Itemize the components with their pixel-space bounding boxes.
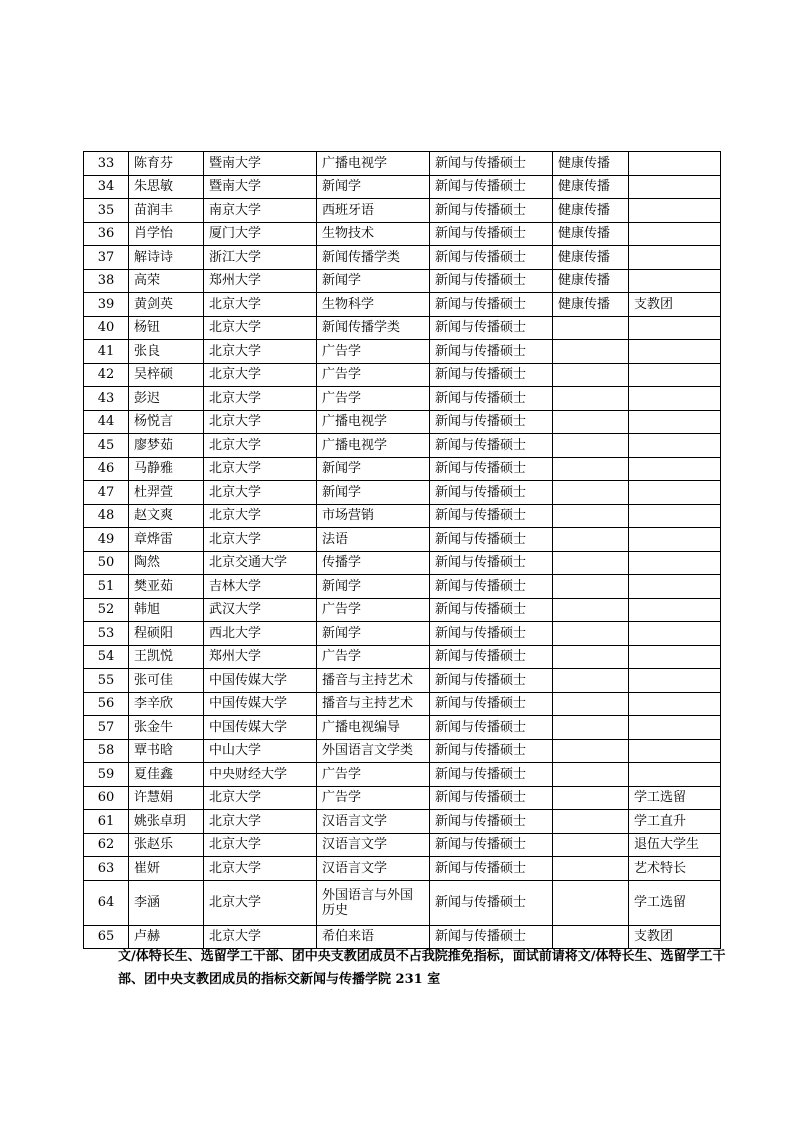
research-direction-cell xyxy=(553,645,629,669)
degree-program-cell: 新闻与传播硕士 xyxy=(430,716,553,740)
row-number-cell: 35 xyxy=(84,199,129,223)
degree-program-cell: 新闻与传播硕士 xyxy=(430,434,553,458)
undergrad-university-cell: 中国传媒大学 xyxy=(204,692,317,716)
row-number-cell: 52 xyxy=(84,598,129,622)
table-row xyxy=(84,551,721,575)
remark-cell xyxy=(629,175,721,199)
table-row xyxy=(84,880,721,925)
undergrad-major-cell: 新闻学 xyxy=(317,269,430,293)
student-name-cell: 肖学怡 xyxy=(129,222,204,246)
remark-cell xyxy=(629,199,721,223)
research-direction-cell xyxy=(553,739,629,763)
table-row xyxy=(84,786,721,810)
student-name-cell: 韩旭 xyxy=(129,598,204,622)
table-row xyxy=(84,575,721,599)
footnote: 文/体特长生、选留学工干部、团中央支教团成员不占我院推免指标，面试前请将文/体特长生、选留学工干部、团中央支教团成员的指标交新闻与传播学院 231 室 xyxy=(118,949,726,987)
undergrad-university-cell: 西北大学 xyxy=(204,622,317,646)
table-row xyxy=(84,833,721,857)
table-row xyxy=(84,528,721,552)
degree-program-cell: 新闻与传播硕士 xyxy=(430,669,553,693)
remark-cell xyxy=(629,504,721,528)
table-row xyxy=(84,481,721,505)
student-name-cell: 张可佳 xyxy=(129,669,204,693)
undergrad-major-cell: 播音与主持艺术 xyxy=(317,692,430,716)
research-direction-cell xyxy=(553,340,629,364)
research-direction-cell: 健康传播 xyxy=(553,175,629,199)
degree-program-cell: 新闻与传播硕士 xyxy=(430,833,553,857)
remark-cell: 学工选留 xyxy=(629,786,721,810)
student-name-cell: 高荣 xyxy=(129,269,204,293)
research-direction-cell xyxy=(553,387,629,411)
undergrad-major-cell: 新闻学 xyxy=(317,457,430,481)
table-row xyxy=(84,387,721,411)
undergrad-university-cell: 北京交通大学 xyxy=(204,551,317,575)
row-number-cell: 47 xyxy=(84,481,129,505)
table-row xyxy=(84,669,721,693)
remark-cell xyxy=(629,222,721,246)
undergrad-major-cell: 播音与主持艺术 xyxy=(317,669,430,693)
research-direction-cell xyxy=(553,434,629,458)
degree-program-cell: 新闻与传播硕士 xyxy=(430,575,553,599)
degree-program-cell: 新闻与传播硕士 xyxy=(430,363,553,387)
undergrad-university-cell: 北京大学 xyxy=(204,293,317,317)
undergrad-university-cell: 北京大学 xyxy=(204,410,317,434)
degree-program-cell: 新闻与传播硕士 xyxy=(430,810,553,834)
row-number-cell: 61 xyxy=(84,810,129,834)
research-direction-cell xyxy=(553,716,629,740)
research-direction-cell xyxy=(553,880,629,925)
degree-program-cell: 新闻与传播硕士 xyxy=(430,457,553,481)
row-number-cell: 40 xyxy=(84,316,129,340)
remark-cell xyxy=(629,645,721,669)
degree-program-cell: 新闻与传播硕士 xyxy=(430,152,553,176)
student-name-cell: 樊亚茹 xyxy=(129,575,204,599)
undergrad-major-cell: 新闻学 xyxy=(317,175,430,199)
undergrad-university-cell: 郑州大学 xyxy=(204,269,317,293)
degree-program-cell: 新闻与传播硕士 xyxy=(430,598,553,622)
student-name-cell: 吴梓硕 xyxy=(129,363,204,387)
undergrad-university-cell: 吉林大学 xyxy=(204,575,317,599)
table-row xyxy=(84,434,721,458)
student-name-cell: 张金牛 xyxy=(129,716,204,740)
undergrad-major-cell: 广告学 xyxy=(317,786,430,810)
remark-cell xyxy=(629,363,721,387)
student-name-cell: 许慧娟 xyxy=(129,786,204,810)
undergrad-major-cell: 广告学 xyxy=(317,598,430,622)
row-number-cell: 51 xyxy=(84,575,129,599)
remark-cell: 退伍大学生 xyxy=(629,833,721,857)
undergrad-university-cell: 北京大学 xyxy=(204,387,317,411)
row-number-cell: 63 xyxy=(84,857,129,881)
degree-program-cell: 新闻与传播硕士 xyxy=(430,692,553,716)
row-number-cell: 53 xyxy=(84,622,129,646)
undergrad-major-cell: 广告学 xyxy=(317,387,430,411)
row-number-cell: 49 xyxy=(84,528,129,552)
degree-program-cell: 新闻与传播硕士 xyxy=(430,504,553,528)
table-row xyxy=(84,269,721,293)
undergrad-university-cell: 武汉大学 xyxy=(204,598,317,622)
research-direction-cell xyxy=(553,833,629,857)
undergrad-university-cell: 中国传媒大学 xyxy=(204,716,317,740)
degree-program-cell: 新闻与传播硕士 xyxy=(430,269,553,293)
degree-program-cell: 新闻与传播硕士 xyxy=(430,739,553,763)
table-row xyxy=(84,175,721,199)
research-direction-cell xyxy=(553,481,629,505)
degree-program-cell: 新闻与传播硕士 xyxy=(430,857,553,881)
remark-cell xyxy=(629,692,721,716)
undergrad-major-cell: 广播电视编导 xyxy=(317,716,430,740)
remark-cell xyxy=(629,669,721,693)
row-number-cell: 54 xyxy=(84,645,129,669)
research-direction-cell xyxy=(553,857,629,881)
table-row xyxy=(84,739,721,763)
row-number-cell: 56 xyxy=(84,692,129,716)
degree-program-cell: 新闻与传播硕士 xyxy=(430,199,553,223)
research-direction-cell xyxy=(553,363,629,387)
student-name-cell: 廖梦茹 xyxy=(129,434,204,458)
research-direction-cell: 健康传播 xyxy=(553,293,629,317)
degree-program-cell: 新闻与传播硕士 xyxy=(430,622,553,646)
undergrad-university-cell: 北京大学 xyxy=(204,528,317,552)
student-name-cell: 杜羿萱 xyxy=(129,481,204,505)
remark-cell xyxy=(629,387,721,411)
row-number-cell: 41 xyxy=(84,340,129,364)
row-number-cell: 38 xyxy=(84,269,129,293)
degree-program-cell: 新闻与传播硕士 xyxy=(430,222,553,246)
remark-cell: 支教团 xyxy=(629,925,721,949)
remark-cell xyxy=(629,598,721,622)
table-row xyxy=(84,152,721,176)
row-number-cell: 42 xyxy=(84,363,129,387)
student-name-cell: 彭迟 xyxy=(129,387,204,411)
undergrad-major-cell: 西班牙语 xyxy=(317,199,430,223)
row-number-cell: 62 xyxy=(84,833,129,857)
table-row xyxy=(84,199,721,223)
undergrad-major-cell: 法语 xyxy=(317,528,430,552)
student-name-cell: 陈育芬 xyxy=(129,152,204,176)
row-number-cell: 48 xyxy=(84,504,129,528)
research-direction-cell xyxy=(553,763,629,787)
research-direction-cell xyxy=(553,410,629,434)
table-row xyxy=(84,763,721,787)
remark-cell: 学工选留 xyxy=(629,880,721,925)
student-name-cell: 杨钮 xyxy=(129,316,204,340)
student-name-cell: 朱思敏 xyxy=(129,175,204,199)
research-direction-cell xyxy=(553,457,629,481)
remark-cell xyxy=(629,152,721,176)
undergrad-major-cell: 汉语言文学 xyxy=(317,810,430,834)
row-number-cell: 50 xyxy=(84,551,129,575)
row-number-cell: 59 xyxy=(84,763,129,787)
degree-program-cell: 新闻与传播硕士 xyxy=(430,551,553,575)
research-direction-cell xyxy=(553,810,629,834)
research-direction-cell: 健康传播 xyxy=(553,222,629,246)
undergrad-major-cell: 希伯来语 xyxy=(317,925,430,949)
undergrad-university-cell: 暨南大学 xyxy=(204,152,317,176)
undergrad-university-cell: 北京大学 xyxy=(204,880,317,925)
undergrad-major-cell: 广播电视学 xyxy=(317,434,430,458)
remark-cell xyxy=(629,528,721,552)
student-name-cell: 崔妍 xyxy=(129,857,204,881)
undergrad-university-cell: 北京大学 xyxy=(204,857,317,881)
degree-program-cell: 新闻与传播硕士 xyxy=(430,175,553,199)
table-row xyxy=(84,622,721,646)
undergrad-university-cell: 中国传媒大学 xyxy=(204,669,317,693)
row-number-cell: 44 xyxy=(84,410,129,434)
row-number-cell: 57 xyxy=(84,716,129,740)
remark-cell xyxy=(629,410,721,434)
student-name-cell: 马静雅 xyxy=(129,457,204,481)
undergrad-major-cell: 生物技术 xyxy=(317,222,430,246)
undergrad-university-cell: 北京大学 xyxy=(204,925,317,949)
table-row xyxy=(84,246,721,270)
table-row xyxy=(84,293,721,317)
table-row xyxy=(84,598,721,622)
student-name-cell: 黄剑英 xyxy=(129,293,204,317)
row-number-cell: 58 xyxy=(84,739,129,763)
degree-program-cell: 新闻与传播硕士 xyxy=(430,528,553,552)
undergrad-major-cell: 外国语言文学类 xyxy=(317,739,430,763)
undergrad-major-cell: 新闻学 xyxy=(317,481,430,505)
undergrad-university-cell: 北京大学 xyxy=(204,340,317,364)
undergrad-university-cell: 郑州大学 xyxy=(204,645,317,669)
student-name-cell: 李辛欣 xyxy=(129,692,204,716)
table-row xyxy=(84,363,721,387)
undergrad-major-cell: 新闻传播学类 xyxy=(317,316,430,340)
student-list-table xyxy=(83,151,721,949)
student-name-cell: 杨悦言 xyxy=(129,410,204,434)
remark-cell xyxy=(629,434,721,458)
undergrad-major-cell: 汉语言文学 xyxy=(317,857,430,881)
undergrad-university-cell: 北京大学 xyxy=(204,434,317,458)
degree-program-cell: 新闻与传播硕士 xyxy=(430,786,553,810)
table-row xyxy=(84,222,721,246)
row-number-cell: 37 xyxy=(84,246,129,270)
table-row xyxy=(84,716,721,740)
student-name-cell: 苗润丰 xyxy=(129,199,204,223)
table-row xyxy=(84,410,721,434)
research-direction-cell xyxy=(553,786,629,810)
research-direction-cell xyxy=(553,622,629,646)
student-name-cell: 夏佳鑫 xyxy=(129,763,204,787)
student-name-cell: 赵文爽 xyxy=(129,504,204,528)
undergrad-university-cell: 中山大学 xyxy=(204,739,317,763)
research-direction-cell xyxy=(553,692,629,716)
degree-program-cell: 新闻与传播硕士 xyxy=(430,246,553,270)
student-name-cell: 解诗诗 xyxy=(129,246,204,270)
student-name-cell: 程硕阳 xyxy=(129,622,204,646)
research-direction-cell xyxy=(553,598,629,622)
student-name-cell: 章烨雷 xyxy=(129,528,204,552)
table-row xyxy=(84,504,721,528)
research-direction-cell: 健康传播 xyxy=(553,269,629,293)
degree-program-cell: 新闻与传播硕士 xyxy=(430,410,553,434)
remark-cell xyxy=(629,340,721,364)
research-direction-cell xyxy=(553,504,629,528)
table-row xyxy=(84,457,721,481)
research-direction-cell: 健康传播 xyxy=(553,199,629,223)
undergrad-university-cell: 北京大学 xyxy=(204,363,317,387)
table-row xyxy=(84,692,721,716)
row-number-cell: 36 xyxy=(84,222,129,246)
undergrad-university-cell: 北京大学 xyxy=(204,833,317,857)
undergrad-major-cell: 广告学 xyxy=(317,340,430,364)
row-number-cell: 33 xyxy=(84,152,129,176)
table-row xyxy=(84,857,721,881)
undergrad-major-cell: 新闻学 xyxy=(317,622,430,646)
student-name-cell: 姚张卓玥 xyxy=(129,810,204,834)
research-direction-cell xyxy=(553,528,629,552)
degree-program-cell: 新闻与传播硕士 xyxy=(430,645,553,669)
table-row xyxy=(84,810,721,834)
undergrad-major-cell: 传播学 xyxy=(317,551,430,575)
remark-cell xyxy=(629,246,721,270)
remark-cell: 支教团 xyxy=(629,293,721,317)
row-number-cell: 34 xyxy=(84,175,129,199)
degree-program-cell: 新闻与传播硕士 xyxy=(430,481,553,505)
undergrad-university-cell: 浙江大学 xyxy=(204,246,317,270)
remark-cell xyxy=(629,622,721,646)
undergrad-university-cell: 北京大学 xyxy=(204,810,317,834)
undergrad-major-cell: 生物科学 xyxy=(317,293,430,317)
degree-program-cell: 新闻与传播硕士 xyxy=(430,880,553,925)
student-name-cell: 李涵 xyxy=(129,880,204,925)
remark-cell xyxy=(629,716,721,740)
row-number-cell: 55 xyxy=(84,669,129,693)
research-direction-cell xyxy=(553,551,629,575)
undergrad-university-cell: 中央财经大学 xyxy=(204,763,317,787)
undergrad-major-cell: 新闻传播学类 xyxy=(317,246,430,270)
research-direction-cell xyxy=(553,316,629,340)
student-name-cell: 王凯悦 xyxy=(129,645,204,669)
student-name-cell: 覃书晗 xyxy=(129,739,204,763)
degree-program-cell: 新闻与传播硕士 xyxy=(430,387,553,411)
row-number-cell: 60 xyxy=(84,786,129,810)
undergrad-major-cell: 广播电视学 xyxy=(317,410,430,434)
table-row xyxy=(84,340,721,364)
undergrad-university-cell: 南京大学 xyxy=(204,199,317,223)
remark-cell xyxy=(629,269,721,293)
remark-cell xyxy=(629,457,721,481)
student-name-cell: 张赵乐 xyxy=(129,833,204,857)
research-direction-cell xyxy=(553,669,629,693)
undergrad-major-cell: 广告学 xyxy=(317,363,430,387)
degree-program-cell: 新闻与传播硕士 xyxy=(430,293,553,317)
remark-cell xyxy=(629,481,721,505)
row-number-cell: 46 xyxy=(84,457,129,481)
remark-cell xyxy=(629,316,721,340)
table-row xyxy=(84,645,721,669)
undergrad-major-cell: 广告学 xyxy=(317,645,430,669)
undergrad-major-cell: 广告学 xyxy=(317,763,430,787)
degree-program-cell: 新闻与传播硕士 xyxy=(430,340,553,364)
undergrad-major-cell: 汉语言文学 xyxy=(317,833,430,857)
row-number-cell: 64 xyxy=(84,880,129,925)
research-direction-cell: 健康传播 xyxy=(553,152,629,176)
remark-cell xyxy=(629,575,721,599)
row-number-cell: 65 xyxy=(84,925,129,949)
degree-program-cell: 新闻与传播硕士 xyxy=(430,763,553,787)
table-row xyxy=(84,316,721,340)
research-direction-cell xyxy=(553,575,629,599)
row-number-cell: 43 xyxy=(84,387,129,411)
undergrad-major-cell: 广播电视学 xyxy=(317,152,430,176)
remark-cell xyxy=(629,739,721,763)
student-name-cell: 卢赫 xyxy=(129,925,204,949)
student-name-cell: 陶然 xyxy=(129,551,204,575)
undergrad-university-cell: 北京大学 xyxy=(204,481,317,505)
undergrad-major-cell: 新闻学 xyxy=(317,575,430,599)
remark-cell xyxy=(629,763,721,787)
row-number-cell: 45 xyxy=(84,434,129,458)
remark-cell: 艺术特长 xyxy=(629,857,721,881)
remark-cell xyxy=(629,551,721,575)
student-name-cell: 张良 xyxy=(129,340,204,364)
table-body xyxy=(84,152,721,949)
remark-cell: 学工直升 xyxy=(629,810,721,834)
undergrad-major-cell: 外国语言与外国历史 xyxy=(317,880,430,925)
undergrad-university-cell: 北京大学 xyxy=(204,316,317,340)
undergrad-university-cell: 暨南大学 xyxy=(204,175,317,199)
undergrad-university-cell: 厦门大学 xyxy=(204,222,317,246)
degree-program-cell: 新闻与传播硕士 xyxy=(430,925,553,949)
undergrad-university-cell: 北京大学 xyxy=(204,786,317,810)
undergrad-university-cell: 北京大学 xyxy=(204,457,317,481)
undergrad-major-cell: 市场营销 xyxy=(317,504,430,528)
degree-program-cell: 新闻与传播硕士 xyxy=(430,316,553,340)
undergrad-university-cell: 北京大学 xyxy=(204,504,317,528)
row-number-cell: 39 xyxy=(84,293,129,317)
research-direction-cell: 健康传播 xyxy=(553,246,629,270)
